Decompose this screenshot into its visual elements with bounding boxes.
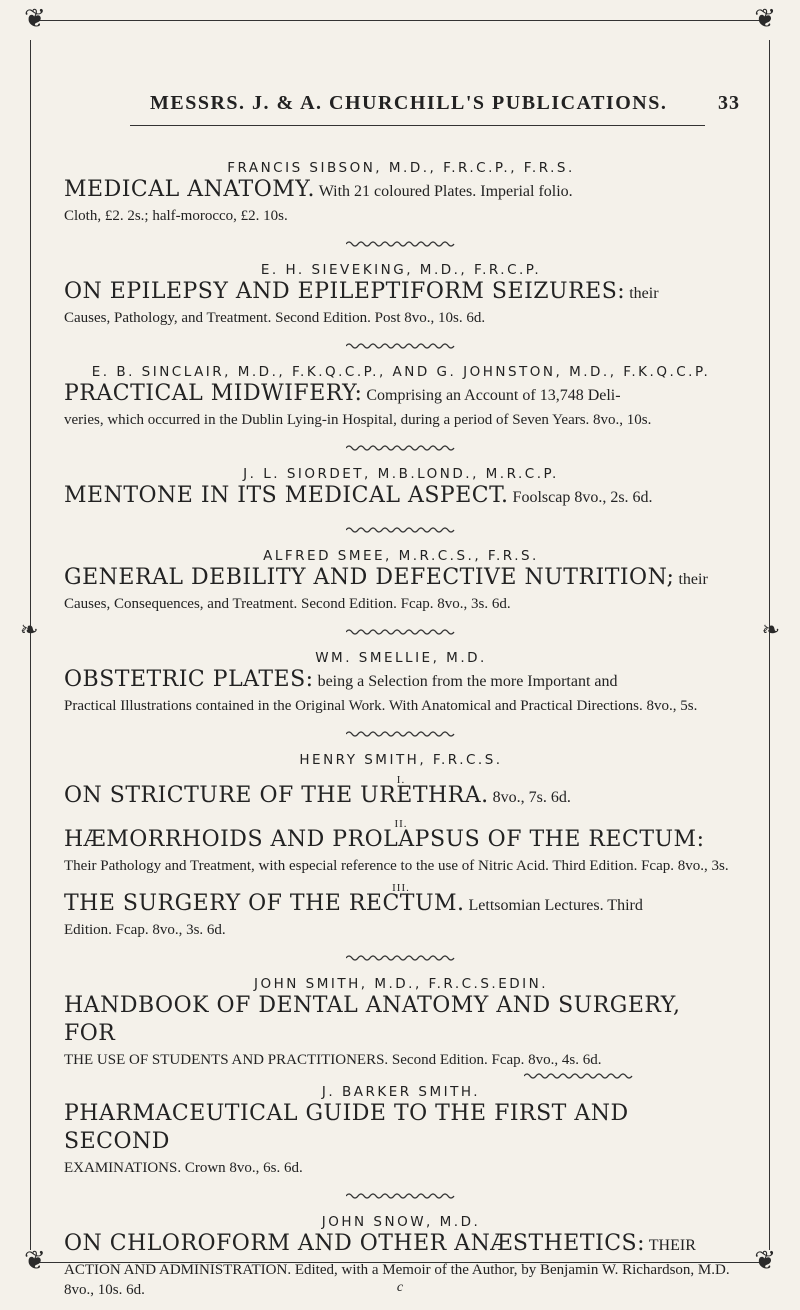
entry-author: JOHN SNOW, M.D. <box>321 1214 481 1230</box>
header-underline-rule <box>130 125 705 126</box>
left-side-rule <box>30 40 31 1250</box>
entry-description: EXAMINATIONS. Crown 8vo., 6s. 6d. <box>64 1160 303 1176</box>
entry-title-rest: Comprising an Account of 13,748 Deli- <box>362 387 621 404</box>
entry-numeral: III. <box>392 882 410 894</box>
squiggle-divider-icon <box>346 240 456 248</box>
entry-title: HÆMORRHOIDS AND PROLAPSUS OF THE RECTUM: <box>64 827 705 852</box>
entry-description: ACTION AND ADMINISTRATION. Edited, with a Memoir of the Author, by Benjamin W. Richardson, M.D. 8vo., 10s. 6d. <box>64 1262 730 1298</box>
entry-title: MEDICAL ANATOMY. <box>64 177 315 202</box>
entry-description: Practical Illustrations contained in the Original Work. With Anatomical and Practical Directions. 8vo., 5s. <box>64 698 698 714</box>
catalogue-entry-group <box>64 752 738 940</box>
entry-title-rest: their <box>625 285 659 302</box>
squiggle-divider-icon <box>346 628 456 636</box>
entry-title-rest: 8vo., 7s. 6d. <box>488 789 571 806</box>
right-side-rule <box>769 40 770 1250</box>
entry-title-line <box>64 1102 738 1158</box>
catalogue-entry <box>64 364 738 430</box>
entry-title-line <box>64 1232 738 1260</box>
entry-title-line <box>64 892 738 920</box>
entry-title: HANDBOOK OF DENTAL ANATOMY AND SURGERY, FOR <box>64 993 681 1046</box>
entry-title: GENERAL DEBILITY AND DEFECTIVE NUTRITION; <box>64 565 675 590</box>
entry-title-line <box>64 178 738 206</box>
catalogue-entry <box>64 466 738 512</box>
running-header <box>150 92 740 115</box>
squiggle-divider-icon <box>524 1072 634 1080</box>
entry-author: J. L. SIORDET, M.B.LOND., M.R.C.P. <box>243 466 559 482</box>
corner-ornament-top-right-icon: ❦ <box>754 4 776 34</box>
entry-description: veries, which occurred in the Dublin Lying-in Hospital, during a period of Seven Years. 8vo., 10s. <box>64 412 652 428</box>
catalogue-entry <box>64 1084 738 1178</box>
catalogue-listing <box>64 160 738 1300</box>
entry-title-line <box>64 828 738 856</box>
entry-author: ALFRED SMEE, M.R.C.S., F.R.S. <box>263 548 539 564</box>
entry-title-line <box>64 280 738 308</box>
entry-description: Edition. Fcap. 8vo., 3s. 6d. <box>64 922 226 938</box>
catalogue-entry <box>64 976 738 1070</box>
entry-author: J. BARKER SMITH. <box>321 1084 481 1100</box>
entry-description: THE USE OF STUDENTS AND PRACTITIONERS. Second Edition. Fcap. 8vo., 4s. 6d. <box>64 1052 602 1068</box>
catalogue-entry <box>64 262 738 328</box>
squiggle-divider-icon <box>346 954 456 962</box>
squiggle-divider-icon <box>346 730 456 738</box>
catalogue-entry <box>64 160 738 226</box>
squiggle-divider-icon <box>346 342 456 350</box>
page-number: 33 <box>718 92 740 114</box>
entry-title-line <box>64 784 738 812</box>
signature-mark: c <box>396 1280 404 1295</box>
side-ornament-right-icon: ❧ <box>761 618 780 643</box>
top-rule <box>32 20 768 21</box>
entry-title: ON STRICTURE OF THE URETHRA. <box>64 783 489 808</box>
entry-author: WM. SMELLIE, M.D. <box>315 650 487 666</box>
entry-title-line <box>64 668 738 696</box>
entry-title: THE SURGERY OF THE RECTUM. <box>64 891 465 916</box>
entry-author: E. H. SIEVEKING, M.D., F.R.C.P. <box>260 262 542 278</box>
entry-title-rest: their <box>674 571 708 588</box>
entry-title-rest: THEIR <box>645 1237 696 1254</box>
entry-title-rest: being a Selection from the more Important and <box>313 673 618 690</box>
entry-title-rest: Foolscap 8vo., 2s. 6d. <box>508 489 653 506</box>
corner-ornament-top-left-icon: ❦ <box>24 4 46 34</box>
entry-title: ON EPILEPSY AND EPILEPTIFORM SEIZURES: <box>64 279 626 304</box>
entry-title: ON CHLOROFORM AND OTHER ANÆSTHETICS: <box>64 1231 646 1256</box>
entry-description: Cloth, £2. 2s.; half-morocco, £2. 10s. <box>64 208 288 224</box>
entry-numeral: II. <box>394 818 408 830</box>
entry-author: E. B. SINCLAIR, M.D., F.K.Q.C.P., AND G. JOHNSTON, M.D., F.K.Q.C.P. <box>91 364 711 380</box>
side-ornament-left-icon: ❧ <box>20 618 39 643</box>
entry-description: Causes, Pathology, and Treatment. Second Edition. Post 8vo., 10s. 6d. <box>64 310 486 326</box>
entry-description: Their Pathology and Treatment, with especial reference to the use of Nitric Acid. Third Edition. Fcap. 8vo., 3s. <box>64 858 729 874</box>
entry-title-rest: Lettsomian Lectures. Third <box>464 897 643 914</box>
squiggle-divider-icon <box>346 444 456 452</box>
entry-title: OBSTETRIC PLATES: <box>64 667 314 692</box>
entry-author: HENRY SMITH, F.R.C.S. <box>299 752 503 768</box>
entry-author: FRANCIS SIBSON, M.D., F.R.C.P., F.R.S. <box>227 160 575 176</box>
entry-title-line <box>64 994 738 1050</box>
entry-title-rest: With 21 coloured Plates. Imperial folio. <box>314 183 573 200</box>
squiggle-divider-icon <box>346 526 456 534</box>
corner-ornament-bottom-right-icon: ❦ <box>754 1246 776 1276</box>
entry-author: JOHN SMITH, M.D., F.R.C.S.EDIN. <box>254 976 548 992</box>
entry-title-line <box>64 566 738 594</box>
entry-description: Causes, Consequences, and Treatment. Second Edition. Fcap. 8vo., 3s. 6d. <box>64 596 511 612</box>
catalogue-entry <box>64 650 738 716</box>
entry-title: PHARMACEUTICAL GUIDE TO THE FIRST AND SECOND <box>64 1101 629 1154</box>
squiggle-divider-icon <box>346 1192 456 1200</box>
running-header-title: MESSRS. J. & A. CHURCHILL'S PUBLICATIONS. <box>150 92 668 114</box>
catalogue-entry <box>64 548 738 614</box>
entry-title: MENTONE IN ITS MEDICAL ASPECT. <box>64 483 509 508</box>
entry-title-line <box>64 484 738 512</box>
entry-title: PRACTICAL MIDWIFERY: <box>64 381 363 406</box>
corner-ornament-bottom-left-icon: ❦ <box>24 1246 46 1276</box>
entry-numeral: I. <box>396 774 406 786</box>
entry-title-line <box>64 382 738 410</box>
